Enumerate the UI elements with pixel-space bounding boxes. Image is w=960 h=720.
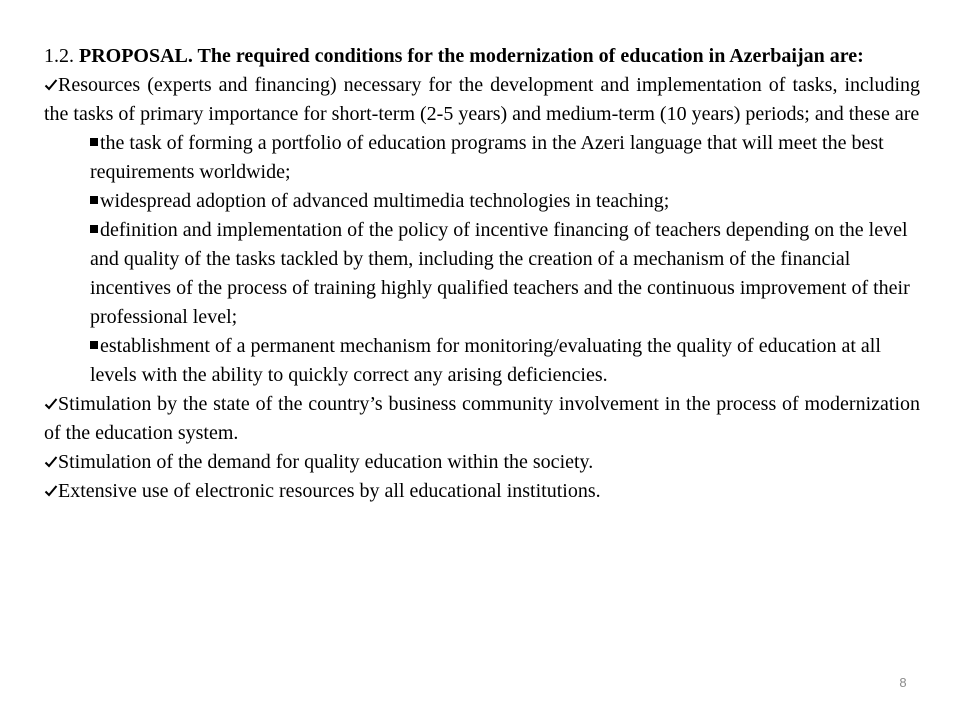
list-item-resources xyxy=(44,71,920,129)
sub-list xyxy=(44,129,920,390)
checkmark-icon xyxy=(44,78,58,92)
list-item-business-involvement xyxy=(44,390,920,448)
square-bullet-icon xyxy=(90,341,98,349)
heading-number: 1.2. xyxy=(44,45,74,67)
sub-item xyxy=(90,129,920,187)
heading-text: PROPOSAL. The required conditions for the modernization of education in Azerbaijan are: xyxy=(79,45,864,67)
sub-item-text: widespread adoption of advanced multimedia technologies in teaching; xyxy=(100,190,670,212)
checkmark-icon xyxy=(44,484,58,498)
list-item-electronic-resources xyxy=(44,477,920,506)
sub-item xyxy=(90,332,920,390)
list-item-quality-demand xyxy=(44,448,920,477)
square-bullet-icon xyxy=(90,138,98,146)
heading xyxy=(44,42,920,71)
sub-item-text: establishment of a permanent mechanism for monitoring/evaluating the quality of education at all levels with the ability to quickly correct any arising deficiencies. xyxy=(90,335,881,386)
sub-item xyxy=(90,187,920,216)
sub-item xyxy=(90,216,920,332)
list-item-text: Extensive use of electronic resources by all educational institutions. xyxy=(58,480,601,502)
slide-content xyxy=(44,42,920,506)
sub-item-text: the task of forming a portfolio of education programs in the Azeri language that will meet the best requirements worldwide; xyxy=(90,132,884,183)
list-item-text: Stimulation by the state of the country’s business community involvement in the process of modernization of the education system. xyxy=(44,393,920,444)
list-item-text: Stimulation of the demand for quality education within the society. xyxy=(58,451,594,473)
page-number: 8 xyxy=(899,675,907,690)
checkmark-icon xyxy=(44,455,58,469)
checkmark-icon xyxy=(44,397,58,411)
sub-item-text: definition and implementation of the policy of incentive financing of teachers depending on the level and quality of the tasks tackled by them, including the creation of a mechanism of the financial incentives of the process of training highly qualified teachers and the continuous improvement of their professional level; xyxy=(90,219,910,328)
list-item-text: Resources (experts and financing) necessary for the development and implementation of tasks, including the tasks of primary importance for short-term (2-5 years) and medium-term (10 years) periods; and these are xyxy=(44,74,920,125)
square-bullet-icon xyxy=(90,196,98,204)
square-bullet-icon xyxy=(90,225,98,233)
